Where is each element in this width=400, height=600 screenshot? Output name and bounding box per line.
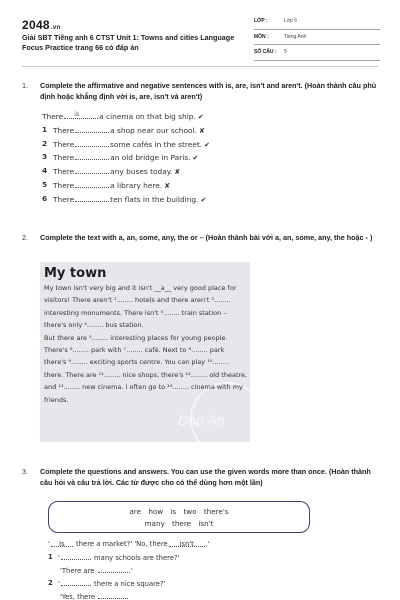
- sentence-start: There: [53, 167, 75, 177]
- item-number: 4: [42, 166, 48, 176]
- answer-blank[interactable]: [75, 125, 109, 133]
- q3-item-row: [48, 578, 348, 591]
- item-number: 2: [42, 138, 48, 148]
- q3-example-row: [48, 539, 348, 552]
- q3-instruction: Complete the questions and answers. You can use the given words more than once. (Hoàn thành câu hỏi và câu trả lời. Các từ được cho có thể dùng hơn một lần): [40, 467, 371, 487]
- item-number: 2: [48, 579, 53, 587]
- sentence-start: There: [42, 112, 64, 121]
- answer-blank[interactable]: [169, 540, 205, 547]
- answer-blank[interactable]: [51, 540, 73, 547]
- q1-item-row: [42, 138, 285, 152]
- answer-blank[interactable]: [64, 111, 98, 119]
- header-divider: [22, 66, 378, 67]
- line-end: many schools are there?': [94, 554, 180, 562]
- document-title: Giải SBT Tiếng anh 6 CTST Unit 1: Towns and cities Language Focus Practice trang 66 có đáp án: [22, 33, 235, 52]
- sentence-end: an old bridge in Paris.: [110, 153, 191, 163]
- sentence-start: There: [53, 180, 75, 190]
- answer-blank[interactable]: [75, 166, 109, 174]
- passage-paragraph: But there are ⁵........ interesting places for young people. There's ⁶........ park with ⁷........ café. Next to ⁸........ park there's ⁹........ exciting sports centre. You can play ¹⁰........ there. There are ¹¹........ nice shops, there's ¹²........ old theatre, and ¹³........ new cinema. I often go to ¹⁴........ cinema with my friends.: [44, 333, 248, 404]
- answer-blank[interactable]: [98, 566, 128, 573]
- line-start: ': [58, 580, 60, 588]
- q3-answer-row: [48, 591, 348, 600]
- meta-row-subject: [254, 30, 380, 46]
- sentence-start: There: [53, 139, 75, 149]
- sentence-end: some cafés in the street.: [110, 139, 203, 149]
- meta-table: [254, 14, 380, 61]
- sentence-end: a library here.: [110, 180, 163, 190]
- q1-item-row: [42, 193, 285, 207]
- reading-passage: [44, 282, 248, 406]
- line-end: .': [128, 567, 133, 575]
- item-number: 1: [42, 124, 48, 134]
- meta-key: SỐ CÂU :: [254, 49, 277, 55]
- item-number: 6: [42, 193, 48, 203]
- line-middle: there a market?' 'No, there: [76, 540, 168, 548]
- q3-exercise: [48, 539, 348, 600]
- q1-exercise: [42, 110, 285, 207]
- item-number: 3: [42, 152, 48, 162]
- q1-item-row: [42, 179, 285, 193]
- reading-box: [40, 262, 250, 442]
- answer-blank[interactable]: [75, 139, 109, 147]
- meta-key: LỚP :: [254, 18, 268, 24]
- line-start: ': [48, 540, 50, 548]
- q3-item-row: [48, 552, 348, 565]
- line-start: 'Yes, there: [60, 593, 96, 600]
- logo-text: 2048: [22, 18, 50, 32]
- sentence-end: ten flats in the building.: [110, 194, 199, 204]
- meta-value: 5: [284, 49, 287, 55]
- meta-value: Tiếng Anh: [284, 33, 307, 40]
- answer-blank[interactable]: [61, 579, 91, 586]
- logo-suffix: .vn: [50, 25, 61, 31]
- q1-number: 1.: [22, 81, 28, 90]
- watermark-text: Đáp Án: [178, 412, 225, 428]
- line-end: .': [205, 540, 210, 548]
- answer-blank[interactable]: [61, 553, 91, 560]
- q1-instruction: Complete the affirmative and negative sentences with is, are, isn't and aren't. (Hoàn thành câu phủ định hoặc khẳng định với is, are, isn't và aren't): [40, 81, 377, 101]
- tick-icon: ✔: [200, 195, 207, 204]
- q1-example-row: [42, 110, 285, 124]
- reading-title: My town: [44, 266, 107, 281]
- answer-blank[interactable]: [98, 592, 128, 599]
- q1-item-row: [42, 124, 285, 138]
- cross-icon: ✘: [164, 181, 171, 190]
- q1-item-row: [42, 165, 285, 179]
- line-start: 'There are: [60, 567, 95, 575]
- example-answer: is: [74, 110, 80, 118]
- q1-item-row: [42, 151, 285, 165]
- q3-answer-row: [48, 565, 348, 578]
- tick-icon: ✔: [197, 113, 204, 121]
- cross-icon: ✘: [174, 168, 181, 177]
- sentence-end: any buses today.: [110, 167, 173, 177]
- word-box-row: many there isn't: [144, 519, 214, 528]
- passage-paragraph: My town isn't very big and it isn't __a__ very good place for visitors! There aren't ¹........ hotels and there aren't ²........ interesting monuments. There isn't ³........ train station – there's only ⁴........ bus station.: [44, 284, 237, 330]
- tick-icon: ✔: [192, 154, 199, 163]
- q2-instruction: Complete the text with a, an, some, any, the or – (Hoàn thành bài với a, an, some, any, the hoặc - ): [40, 233, 373, 242]
- sentence-start: There: [53, 153, 75, 163]
- q3-number: 3.: [22, 467, 28, 476]
- word-box-row: are how is two there's: [129, 507, 229, 516]
- site-logo[interactable]: [22, 18, 60, 32]
- line-start: ': [58, 554, 60, 562]
- sentence-start: There: [53, 125, 75, 135]
- item-number: 5: [42, 179, 48, 189]
- example-answer: isn't: [179, 540, 194, 548]
- meta-value: Lớp 6: [284, 18, 298, 24]
- tick-icon: ✔: [204, 140, 210, 149]
- meta-row-count: [254, 45, 380, 61]
- word-box: [48, 501, 310, 533]
- meta-key: MÔN :: [254, 33, 269, 40]
- answer-blank[interactable]: [75, 152, 109, 160]
- cross-icon: ✘: [198, 126, 205, 135]
- sentence-start: There: [53, 194, 75, 204]
- answer-blank[interactable]: [75, 180, 109, 188]
- item-number: 1: [48, 553, 53, 561]
- example-answer: Is: [59, 540, 65, 548]
- meta-row-class: [254, 14, 380, 30]
- sentence-end: a shop near our school.: [110, 125, 197, 135]
- q2-number: 2.: [22, 233, 28, 242]
- line-end: there a nice square?': [94, 580, 166, 588]
- sentence-end: a cinema on that big ship.: [99, 112, 196, 121]
- answer-blank[interactable]: [75, 194, 109, 202]
